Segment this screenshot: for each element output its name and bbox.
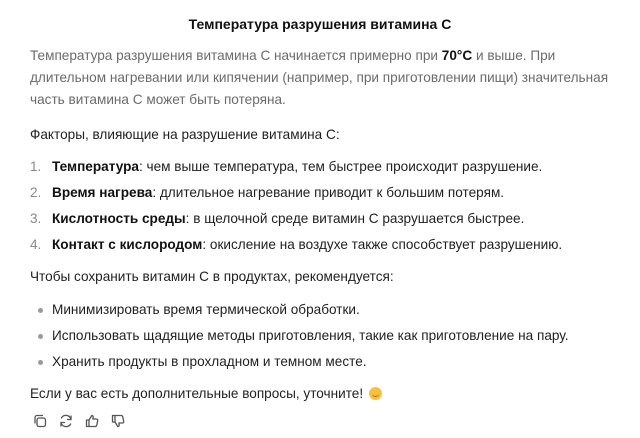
list-item xyxy=(30,232,622,258)
bullet-icon xyxy=(30,349,52,375)
factors-heading: Факторы, влияющие на разрушение витамина С: xyxy=(30,127,340,142)
factors-list xyxy=(30,154,622,258)
list-item-text xyxy=(52,154,542,180)
list-item xyxy=(30,180,622,206)
bullet-icon xyxy=(30,297,52,323)
intro-text-before: Температура разрушения витамина С начинается примерно при xyxy=(30,48,442,63)
list-item-number: 2. xyxy=(30,185,42,200)
intro-temperature: 70°C xyxy=(441,48,473,63)
list-item-number: 3. xyxy=(30,211,42,226)
closing-text: Если у вас есть дополнительные вопросы, уточните! xyxy=(30,386,364,401)
factor-term: Температура xyxy=(52,159,139,174)
list-item-text xyxy=(52,206,524,232)
list-item-number: 4. xyxy=(30,237,42,252)
response-title: Температура разрушения витамина С xyxy=(188,16,452,32)
factor-description: : длительное нагревание приводит к большим потерям. xyxy=(152,185,505,200)
recommendations-heading: Чтобы сохранить витамин С в продуктах, рекомендуется: xyxy=(30,269,394,284)
list-item-text: Минимизировать время термической обработки. xyxy=(52,302,360,317)
thumbs-down-icon xyxy=(110,413,126,429)
thumbs-up-icon xyxy=(84,413,100,429)
factor-description: : в щелочной среде витамин С разрушается быстрее. xyxy=(185,211,525,226)
list-item xyxy=(30,297,622,323)
recommendations-list xyxy=(30,297,622,375)
list-item-text xyxy=(52,232,562,258)
list-item xyxy=(30,323,622,349)
closing-paragraph xyxy=(30,383,622,405)
list-item-text: Хранить продукты в прохладном и темном месте. xyxy=(52,354,367,369)
list-item-text xyxy=(52,180,504,206)
list-item xyxy=(30,206,622,232)
bullet-icon xyxy=(30,323,52,349)
factor-description: : окисление на воздухе также способствует разрушению. xyxy=(202,237,563,252)
factor-term: Кислотность среды xyxy=(52,211,186,226)
copy-icon xyxy=(32,413,48,429)
message-actions xyxy=(30,411,128,431)
list-item xyxy=(30,154,622,180)
intro-text-after: и выше. При длительном нагревании или кипячении (например, при приготовлении пищи) значительная часть витамина С может быть потеряна. xyxy=(30,48,609,107)
thumbs-down-button[interactable] xyxy=(108,411,128,431)
factor-term: Контакт с кислородом xyxy=(52,237,203,252)
list-item-text: Использовать щадящие методы приготовления, такие как приготовление на пару. xyxy=(52,328,569,343)
copy-button[interactable] xyxy=(30,411,50,431)
regenerate-button[interactable] xyxy=(56,411,76,431)
factor-description: : чем выше температура, тем быстрее происходит разрушение. xyxy=(138,159,543,174)
intro-paragraph xyxy=(30,45,622,111)
list-item-number: 1. xyxy=(30,159,42,174)
factor-term: Время нагрева xyxy=(52,185,153,200)
thumbs-up-button[interactable] xyxy=(82,411,102,431)
regenerate-icon xyxy=(58,413,74,429)
list-item xyxy=(30,349,622,375)
smiling-face-emoji-icon xyxy=(369,387,382,400)
